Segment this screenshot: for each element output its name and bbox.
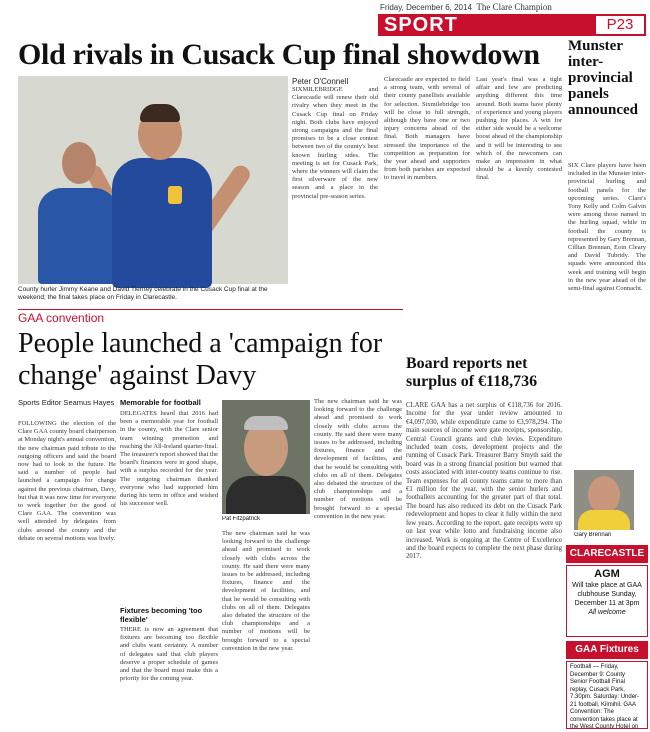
lead-column-2: Clarecastle are expected to field a strong team, with several of their county panellists available for selection. Sixmilebridge too will be close to full strength, although they have one or two injury concerns ahead of the final. Both managers have stressed the importance of the competition as preparation for the year ahead and supporters from both parishes are expected to travel in numbers. — [384, 76, 470, 182]
rail-mugshot-caption: Gary Brennan — [574, 532, 612, 538]
photo-player-left — [38, 188, 118, 284]
masthead-date — [380, 2, 648, 14]
sport-section-label: SPORT — [384, 14, 458, 36]
agm-note: All welcome — [588, 609, 626, 616]
lead-column-1: SIXMILEBRIDGE and Clarecastle will renew their old rivalry when they meet in the Cusack Cup final on Friday night. Both clubs have enjoyed strong campaigns and the final promises to be a close contest between two of the county's best known hurling sides. The meeting is set for Cusack Park, where the winners will claim the first silverware of the new season and a place in the provincial pre-season series. — [292, 86, 378, 200]
photo-player-hair — [140, 104, 180, 122]
agm-detail: Will take place at GAA clubhouse Sunday, December 11 at 3pm — [572, 582, 642, 607]
story-column-2: DELEGATES heard that 2016 had been a memorable year for football in the county, with the Clare senior team winning promotion and reaching the All-Ireland quarter-final. The treasurer's report showed that the board's finances were in good shape, with a surplus recorded for the year. The outgoing chairman thanked everyone who had supported him during his term in office and wished his successor well. — [120, 410, 218, 508]
story-photo-hair — [244, 416, 288, 430]
story-column-1: FOLLOWING the election of the Clare GAA county board chairperson at Monday night's annual convention, the new chairman paid tribute to the outgoing officers and said the board now had to look to the future. He said a number of people had launched a campaign for change against the previous chairman, Davy, but that it was now time for everyone to work together for the good of Clare GAA. The convention was well attended by delegates from clubs around the county and the debate on several motions was lively. — [18, 420, 116, 542]
section-divider — [18, 309, 403, 310]
story-subhead-football: Memorable for football — [120, 398, 201, 407]
photo-player-left-head — [62, 142, 96, 184]
story-photo-caption: Pat Fitzpatrick — [222, 516, 261, 522]
fixtures-header: GAA Fixtures — [566, 641, 648, 659]
lead-photo-caption: County hurler Jimmy Keane and David Tierney celebrate in the Cusack Cup final at the weekend; the final takes place on Friday in Clarecastle. — [18, 286, 268, 301]
page-number: P23 — [596, 16, 644, 34]
photo-jersey-crest — [168, 186, 182, 204]
clarecastle-notice-header: CLARECASTLE — [566, 545, 648, 563]
board-body: CLARE GAA has a net surplus of €118,736 for 2016. Income for the year under review amounted to €4,097,030, while expenditure came to €3,978,294. The main sources of income were gate receipts, sponsorship, Central Council grants and club levies. Expenditure included team costs, development projects and the running of Cusack Park. Treasurer Barry Smyth said the board was in a strong financial position but warned that costs associated with inter-county teams continue to rise. Team expenses for all county teams came to more than €1 million for the year, with the senior hurlers and footballers accounting for the greater part of that total. The board has also reduced its debt on the Cusack Park redevelopment and hopes to clear it fully within the next few years. According to the report, gate receipts were up on last year while lotto and fundraising income also increased. Work is ongoing at the Centre of Excellence and the board expects to complete the next phase during 2017. — [406, 402, 562, 561]
story-column-3: The new chairman said he was looking forward to the challenge ahead and promised to work closely with clubs across the county. He said there were many issues to be addressed, including fixtures, finance and the development of facilities, and that he would be consulting with clubs on all of them. Delegates also debated the structure of the club championships and a number of motions will be brought forward to a special convention in the new year. — [222, 530, 310, 652]
story-headline: People launched a 'campaign for change' against Davy — [18, 328, 383, 391]
photo-player-main — [112, 158, 212, 288]
story-column-2b: THERE is now an agreement that fixtures are becoming too flexible and clubs want certainty. A number of delegates said that club players deserve a proper schedule of games and that the board must make this a priority for the coming year. — [120, 626, 218, 683]
rail-mugshot-shirt — [578, 510, 630, 530]
story-section-label: GAA convention — [18, 311, 105, 325]
clarecastle-notice-body — [566, 565, 648, 637]
lead-headline: Old rivals in Cusack Cup final showdown — [18, 38, 540, 70]
rail-body: SIX Clare players have been included in the Munster inter-provincial hurling and football panels for the upcoming series. Clare's Tony Kelly and Colm Galvin were among those named in the hurling squad, while in football the county is represented by Gary Brennan, Cillian Brennan, Eoin Cleary and David Tubridy. The squads were announced this week and training will begin in the new year ahead of the semi-final against Connacht. — [568, 162, 646, 293]
lead-byline: Peter O'Connell — [292, 77, 349, 86]
agm-title: AGM — [594, 568, 620, 580]
masthead-paper-name: The Clare Champion — [476, 2, 552, 12]
rail-mugshot-face — [588, 476, 620, 514]
story-subhead-fixtures: Fixtures becoming 'too flexible' — [120, 606, 203, 624]
board-headline: Board reports net surplus of €118,736 — [406, 355, 538, 390]
lead-column-3: Last year's final was a tight affair and few are predicting anything different this time around. Both teams have plenty of experience and young players pushing for places. A win for either side would be a welcome boost ahead of the championship and it will be interesting to see which of the newcomers can make an impression in what should be a keenly contested final. — [476, 76, 562, 182]
story-photo-coat — [226, 476, 306, 514]
story-byline: Sports Editor Seamus Hayes — [18, 398, 115, 407]
story-column-4 — [314, 398, 402, 730]
masthead-date-text: Friday, December 6, 2014 — [380, 3, 472, 12]
fixtures-body: Football — Friday, December 9: County Senior Football Final replay, Cusack Park, 7.30pm. Saturday: Under-21 football, Kilmihil. GAA Convention: The convention takes place at the West County Hotel on — [566, 661, 648, 729]
rail-headline: Munster inter-provincial panels announced — [568, 38, 639, 118]
story-column-4-text: The new chairman said he was looking forward to the challenge ahead and promised to work closely with clubs across the county. He said there were many issues to be addressed, including fixtures, finance and the development of facilities, and that he would be consulting with clubs on all of them. Delegates also debated the structure of the club championships and a number of motions will be brought forward to a special convention in the new year. — [314, 398, 402, 520]
